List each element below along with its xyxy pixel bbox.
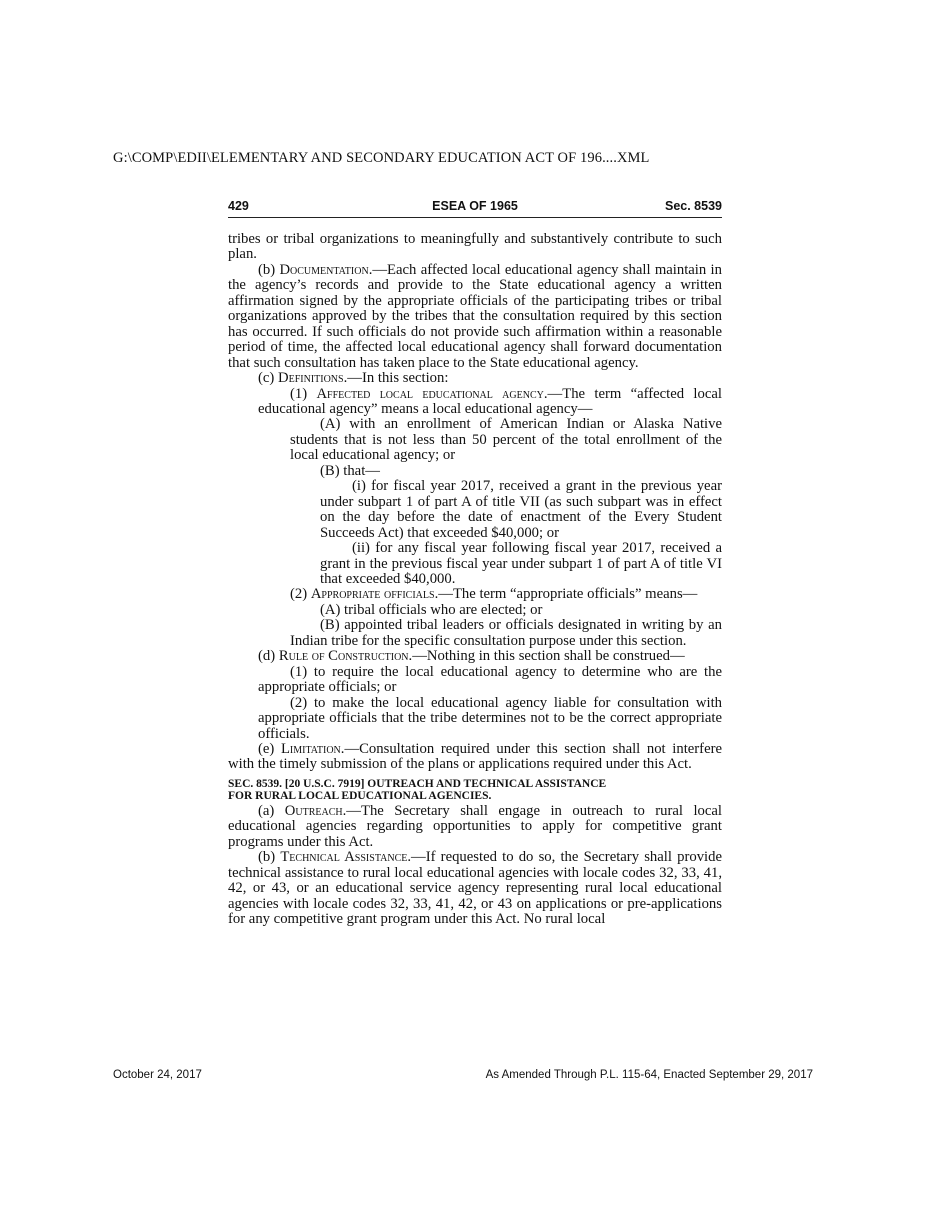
clause-c1-B-ii: (ii) for any fiscal year following fiscal year 2017, received a grant in the previous fiscal year under subpart 1 of part A of title VI that exceeded $40,000. — [320, 540, 722, 587]
document-file-path: G:\COMP\EDII\ELEMENTARY AND SECONDARY EDUCATION ACT OF 196....XML — [113, 150, 650, 166]
paragraph-label: (1) — [290, 385, 317, 402]
subsection-label: (d) — [258, 648, 279, 665]
paragraph-heading: Appropriate officials — [310, 586, 435, 603]
footer-amended-through: As Amended Through P.L. 115-64, Enacted September 29, 2017 — [485, 1069, 813, 1081]
subsection-label: (a) — [258, 802, 285, 819]
paragraph-d2: (2) to make the local educational agency liable for consultation with appropriate officials that the tribe determines not to be the correct appropriate officials. — [258, 694, 722, 742]
section-heading-line1: SEC. 8539. [20 U.S.C. 7919] OUTREACH AND TECHNICAL ASSISTANCE — [228, 777, 607, 790]
subsection-d-rule-of-construction — [228, 649, 722, 664]
subsection-heading: Definitions — [277, 370, 344, 387]
subsection-label: (b) — [258, 261, 280, 278]
paragraph-label: (2) — [290, 586, 311, 603]
paragraph-heading: Affected local educational agency — [316, 385, 544, 402]
section-heading-line2: FOR RURAL LOCAL EDUCATIONAL AGENCIES. — [228, 789, 492, 802]
clause-c1-B: (B) that— — [320, 462, 380, 479]
subsection-label: (c) — [258, 370, 278, 387]
section-heading — [228, 778, 722, 802]
subsection-text: .—Each affected local educational agency shall maintain in the agency’s records and provide to the State educational agency a written affirmation signed by the appropriate officials of the participating tribes or tribal organizations approved by the tribes that the consultation required by this section has occurred. If such officials do not provide such affirmation within a reasonable period of time, the affected local educational agency shall forward documentation that such consultation has taken place to the State educational agency. — [228, 261, 722, 371]
subsection-heading: Limitation — [280, 740, 341, 757]
subsection-text: .—The Secretary shall engage in outreach to rural local educational agencies regarding opportunities to apply for competitive grant programs under this Act. — [228, 802, 722, 850]
subsection-heading: Technical Assistance — [280, 849, 408, 866]
paragraph-d1: (1) to require the local educational agency to determine who are the appropriate officials; or — [258, 663, 722, 696]
subsection-text: .—Consultation required under this section shall not interfere with the timely submission of the plans or applications required under this Act. — [228, 740, 722, 773]
subsection-e-limitation — [228, 742, 722, 773]
header-section: Sec. 8539 — [665, 199, 722, 213]
paragraph-text: .—The term “affected local educational agency” means a local educational agency— — [258, 385, 722, 417]
header-title: ESEA OF 1965 — [432, 199, 518, 213]
subsection-heading: Documentation — [279, 261, 369, 278]
footer-date: October 24, 2017 — [113, 1069, 202, 1081]
paragraph-c1 — [228, 387, 722, 418]
subsection-heading: Rule of Construction — [278, 648, 409, 665]
clause-c2-A: (A) tribal officials who are elected; or — [320, 601, 543, 618]
clause-c2-B: (B) appointed tribal leaders or officials designated in writing by an Indian tribe for the specific consultation purpose under this section. — [290, 617, 722, 649]
running-header — [228, 197, 722, 218]
paragraph-continuation: tribes or tribal organizations to meaningfully and substantively contribute to such plan. — [228, 231, 722, 263]
paragraph-c2 — [228, 587, 722, 602]
subsection-c-definitions — [228, 371, 722, 386]
subsection-text: .—If requested to do so, the Secretary shall provide technical assistance to rural local educational agencies with locale codes 32, 33, 41, 42, or 43, or an educational service agency representing rural local educational agencies with locale codes 32, 33, 41, 42, or 43 on applications or pre-applications for any competitive grant program under this Act. No rural local — [228, 849, 722, 928]
subsection-b-technical-assistance — [228, 850, 722, 927]
subsection-b-documentation — [228, 263, 722, 371]
clause-c1-B-i: (i) for fiscal year 2017, received a grant in the previous year under subpart 1 of part A of title VII (as such subpart was in effect on the day before the date of enactment of the Every Student Succeeds Act) that exceeded $40,000; or — [320, 478, 722, 541]
document-body — [228, 232, 722, 927]
header-page-number: 429 — [228, 199, 249, 213]
paragraph-text: .—The term “appropriate officials” means— — [434, 586, 698, 603]
subsection-heading: Outreach — [284, 802, 343, 819]
subsection-a-outreach — [228, 804, 722, 850]
subsection-text: .—In this section: — [343, 370, 449, 387]
clause-c1-A: (A) with an enrollment of American Indian or Alaska Native students that is not less than 50 percent of the total enrollment of the local educational agency; or — [290, 416, 722, 464]
subsection-text: .—Nothing in this section shall be construed— — [408, 648, 685, 665]
subsection-label: (e) — [258, 740, 281, 757]
subsection-label: (b) — [258, 849, 281, 866]
